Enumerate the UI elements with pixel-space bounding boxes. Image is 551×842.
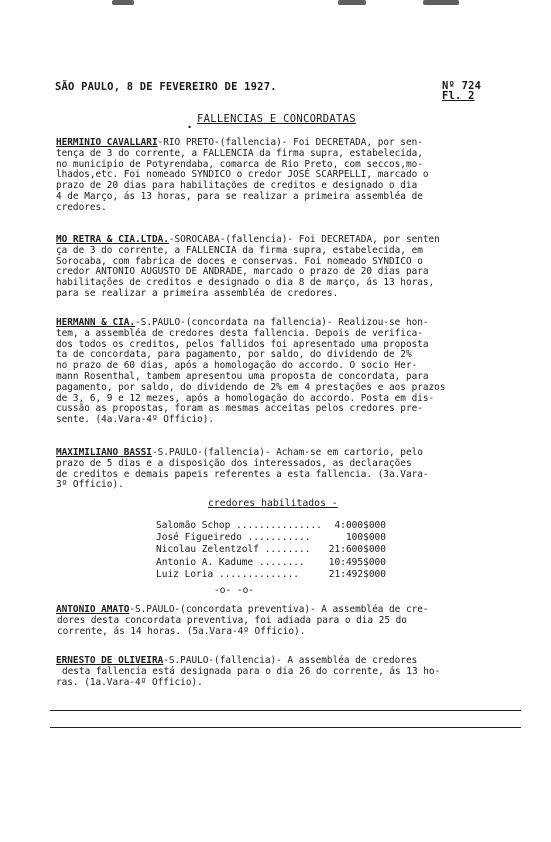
entry-hermann-cia [56, 318, 524, 426]
creditor-row: Antonio A. Kadume ........ 10:495$000 [156, 556, 386, 568]
entry-line: credores. [56, 201, 107, 213]
entry-maximiliano-bassi [56, 448, 524, 491]
entry-line: de 3, 6, 9 e 12 mezes, após a homologação do accordo. Posta em dis- [56, 392, 435, 404]
entry-line: tem, a assembléa de credores desta fallencia. Depois de verifica- [56, 327, 423, 339]
ink-smudge [423, 0, 459, 5]
document-number: Nº 724 [442, 80, 482, 92]
entry-line: prazo de 5 dias e a disposição dos interessados, as declarações [56, 457, 412, 469]
entry-line: desta fallencia está designada para o dia 26 do corrente, ás 13 ho- [62, 665, 441, 677]
sheet-number: Fl. 2 [442, 90, 475, 102]
entry-line: pagamento, por saldo, do dividendo de 2% em 4 prestações e aos prazos [56, 381, 446, 393]
entry-line: para se realizar a primeira assembléa de credores. [56, 287, 339, 299]
entry-line: -S.PAULO-(fallencia)- A assembléa de credores [163, 655, 418, 666]
separator-marks: -o- -o- [214, 585, 255, 596]
divider-line [50, 727, 521, 728]
entry-line: mann Rosenthal, tambem apresentou uma proposta de concordata, para [56, 370, 429, 382]
entry-line: dores desta concordata preventiva, foi adiada para o dia 25 do [57, 614, 407, 626]
creditor-row: Nicolau Zelentzolf ........ 21:600$000 [156, 544, 386, 556]
creditors-list [156, 520, 386, 581]
entry-line: credor ANTONIO AUGUSTO DE ANDRADE, marcado o prazo de 20 dias para [56, 266, 429, 278]
entry-name: ERNESTO DE OLIVEIRA [56, 655, 164, 666]
entry-line: -S.PAULO-(concordata na fallencia)- Realizou-se hon- [135, 317, 429, 328]
entry-line: ça de 3 do corrente, a FALLENCIA da firma supra, estabelecida, em [56, 244, 423, 256]
entry-line: sente. (4a.Vara-4º Officio). [56, 414, 215, 426]
entry-line: tença de 3 do corrente, a FALLENCIA da firma supra, estabelecida, [56, 147, 423, 159]
entry-line: corrente, ás 14 horas. (5a.Vara-4º Officio). [57, 625, 306, 637]
entry-line: dos todos os creditos, pelos fallidos foi apresentado uma proposta [56, 338, 429, 350]
entry-line: de creditos e demais papeis referentes a esta fallencia. (3a.Vara- [56, 468, 429, 480]
ink-smudge [112, 0, 134, 5]
date-line: SÃO PAULO, 8 DE FEVEREIRO DE 1927. [55, 81, 277, 93]
entry-line: -RIO PRETO-(fallencia)- Foi DECRETADA, por sen- [157, 137, 423, 148]
entry-line: no municipio de Potyrendaba, comarca de Rio Preto, com seccos,mo- [56, 158, 423, 170]
creditor-row: Luiz Loria .............. 21:492$000 [156, 568, 386, 580]
creditor-row: Salomão Schop ............... 4:000$000 [156, 520, 386, 531]
entry-line: no prazo de 60 dias, após a homologação do accordo. O socio Her- [56, 360, 418, 372]
entry-line: 4 de Março, ás 13 horas, para se realizar a primeira assembléa de [56, 190, 423, 202]
entry-name: HERMANN & CIA. [56, 317, 136, 328]
entry-line: ta de concordata, para pagamento, por saldo, do dividendo de 2% [56, 349, 412, 361]
creditor-amount: 21:492$000 [328, 568, 386, 580]
creditors-heading: credores habilitados - [208, 498, 338, 509]
creditor-amount: 21:600$000 [328, 544, 386, 556]
entry-line: cussão as propostas, foram as mesmas acceitas pelos credores pre- [56, 403, 423, 415]
entry-antonio-amato [56, 605, 524, 637]
entry-line: ras. (1a.Vara-4º Officio). [56, 676, 203, 688]
divider-line [50, 710, 521, 711]
entry-ernesto-de-oliveira [56, 656, 524, 688]
bullet-dot: . [186, 117, 194, 131]
entry-line: prazo de 20 dias para habilitações de creditos e designado o dia [56, 180, 418, 192]
entry-line: Sorocaba, com fabrica de doces e conservas. Foi nomeado SYNDICO o [56, 255, 423, 267]
entry-line: 3º Officio). [56, 479, 124, 491]
entry-name: HERMINIO CAVALLARI [56, 137, 158, 148]
entry-line: habilitações de creditos e designado o dia 8 de março, ás 13 horas, [56, 277, 435, 289]
creditor-amount: 4:000$000 [334, 520, 386, 531]
entry-name: MO RETRA & CIA.LTDA. [56, 234, 169, 245]
ink-smudge [338, 0, 366, 5]
creditor-row: José Figueiredo ........... 100$000 [156, 532, 386, 544]
entry-herminio-cavallari [56, 138, 524, 214]
creditor-amount: 10:495$000 [328, 556, 386, 568]
creditor-amount: 100$000 [345, 532, 386, 544]
entry-name: MAXIMILIANO BASSI [56, 447, 152, 458]
entry-line: -S.PAULO-(concordata preventiva)- A assembléa de cre- [129, 604, 429, 615]
entry-line: lhados,etc. Foi nomeado SYNDICO o credor JOSÉ SCARPELLI, marcado o [56, 169, 429, 181]
section-title: FALLENCIAS E CONCORDATAS [197, 113, 356, 125]
entry-line: -S.PAULO-(fallencia)- Acham-se em cartorio, pelo [151, 447, 423, 458]
entry-line: -SOROCABA-(fallencia)- Foi DECRETADA, por senten [168, 234, 440, 245]
entry-name: ANTONIO AMATO [56, 604, 130, 615]
entry-moreira-cia [56, 235, 524, 300]
